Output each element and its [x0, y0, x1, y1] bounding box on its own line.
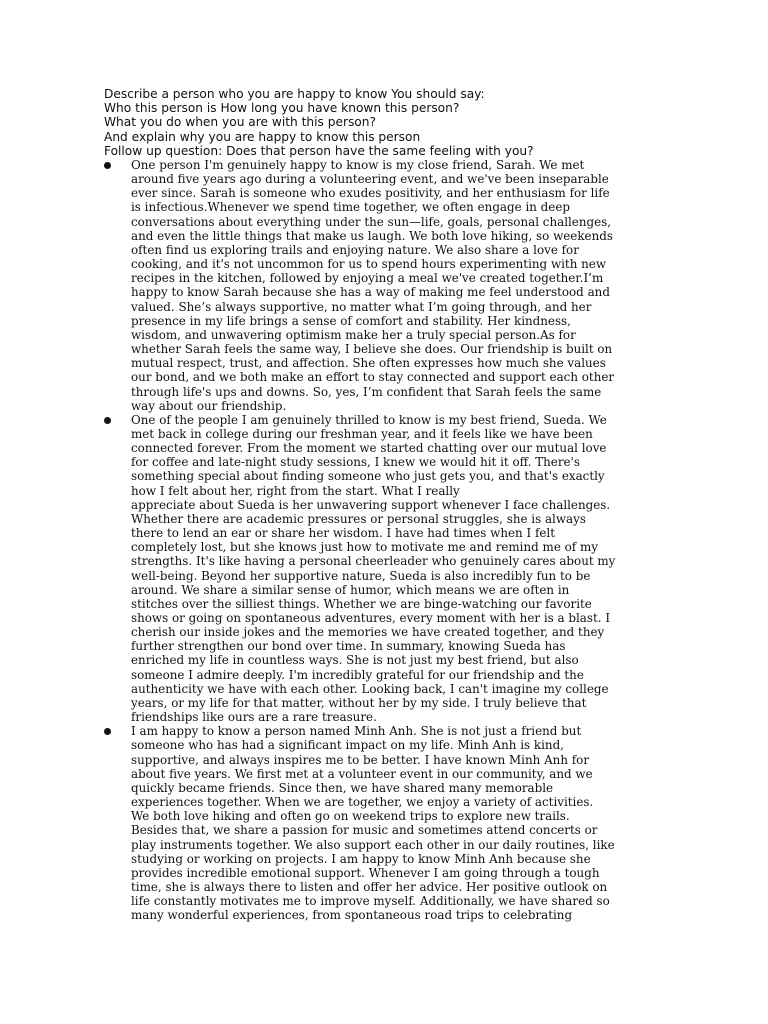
answer-line: around five years ago during a volunteering event, and we've been inseparable [131, 172, 609, 187]
answer-line: further strengthen our bond over time. In summary, knowing Sueda has [131, 639, 566, 654]
answer-line: well-being. Beyond her supportive nature, Sueda is also incredibly fun to be [131, 568, 591, 583]
answer-line: One person I'm genuinely happy to know is my close friend, Sarah. We met [131, 158, 585, 173]
answer-line: met back in college during our freshman year, and it feels like we have been [131, 426, 593, 441]
bullet-icon [104, 417, 111, 424]
answer-line: supportive, and always inspires me to be better. I have known Minh Anh for [131, 752, 590, 767]
answer-line: time, she is always there to listen and offer her advice. Her positive outlook on [131, 879, 608, 894]
answer-line: through life's ups and downs. So, yes, I’m confident that Sarah feels the same [131, 384, 602, 399]
answer-line: around. We share a similar sense of humor, which means we are often in [131, 582, 570, 597]
answer-paragraph [131, 158, 664, 413]
answer-line: there to lend an ear or share her wisdom. I have had times when I felt [131, 526, 555, 541]
answer-line: mutual respect, trust, and affection. She often expresses how much she values [131, 356, 606, 371]
answer-line: One of the people I am genuinely thrilled to know is my best friend, Sueda. We [131, 412, 607, 427]
answer-line: recipes in the kitchen, followed by enjoying a meal we've created together.I’m [131, 271, 604, 286]
answer-line: wisdom, and unwavering optimism make her a truly special person.As for [131, 327, 576, 342]
answer-line: completely lost, but she knows just how to motivate me and remind me of my [131, 540, 598, 555]
answer-line: conversations about everything under the sun—life, goals, personal challenges, [131, 214, 612, 229]
answer-line: whether Sarah feels the same way, I believe she does. Our friendship is built on [131, 342, 613, 357]
answer-line: presence in my life brings a sense of comfort and stability. Her kindness, [131, 313, 571, 328]
answer-paragraph [131, 724, 664, 922]
answer-line: is infectious.Whenever we spend time together, we often engage in deep [131, 200, 570, 215]
answer-line: provides incredible emotional support. Whenever I am going through a tough [131, 865, 600, 880]
answer-item [104, 413, 664, 724]
answer-line: someone who has had a significant impact on my life. Minh Anh is kind, [131, 738, 564, 753]
answer-line: We both love hiking and often go on weekend trips to explore new trails. [131, 809, 570, 824]
answer-line: happy to know Sarah because she has a way of making me feel understood and [131, 285, 610, 300]
question-prompt [104, 87, 664, 158]
prompt-line: Describe a person who you are happy to know You should say: [104, 87, 485, 101]
prompt-line: Follow up question: Does that person have the same feeling with you? [104, 143, 534, 158]
answer-line: our bond, and we both make an effort to stay connected and support each other [131, 370, 615, 385]
answer-line: Besides that, we share a passion for music and sometimes attend concerts or [131, 823, 598, 838]
prompt-line: What you do when you are with this person? [104, 115, 376, 130]
answer-line: and even the little things that make us laugh. We both love hiking, so weekends [131, 228, 613, 243]
answer-line: life constantly motivates me to improve myself. Additionally, we have shared so [131, 894, 610, 909]
answer-line: often find us exploring trails and enjoying nature. We also share a love for [131, 242, 579, 257]
answer-line: how I felt about her, right from the start. What I really [131, 483, 460, 498]
answer-line: way about our friendship. [131, 398, 287, 413]
answer-line: stitches over the silliest things. Whether we are binge-watching our favorite [131, 596, 592, 611]
answer-line: play instruments together. We also support each other in our daily routines, like [131, 837, 615, 852]
answer-line: something special about finding someone who just gets you, and that's exactly [131, 469, 605, 484]
answer-line: about five years. We first met at a volunteer event in our community, and we [131, 766, 593, 781]
answer-line: studying or working on projects. I am happy to know Minh Anh because she [131, 851, 591, 866]
prompt-line: And explain why you are happy to know this person [104, 129, 421, 144]
answer-line: cooking, and it's not uncommon for us to spend hours experimenting with new [131, 257, 607, 272]
bullet-icon [104, 728, 111, 735]
answer-line: cherish our inside jokes and the memories we have created together, and they [131, 625, 605, 640]
bullet-icon [104, 162, 111, 169]
answer-line: many wonderful experiences, from spontaneous road trips to celebrating [131, 908, 573, 923]
answer-line: for coffee and late-night study sessions, I knew we would hit it off. There's [131, 455, 580, 470]
prompt-line: Who this person is How long you have known this person? [104, 101, 460, 116]
answer-line: connected forever. From the moment we started chatting over our mutual love [131, 441, 607, 456]
answer-list [104, 158, 664, 922]
answer-item [104, 724, 664, 922]
answer-line: valued. She’s always supportive, no matter what I’m going through, and her [131, 299, 592, 314]
answer-line: friendships like ours are a rare treasure. [131, 710, 377, 725]
answer-line: I am happy to know a person named Minh Anh. She is not just a friend but [131, 724, 582, 739]
answer-line: years, or my life for that matter, without her by my side. I truly believe that [131, 695, 587, 710]
document-page [104, 87, 664, 922]
answer-line: authenticity we have with each other. Looking back, I can't imagine my college [131, 681, 609, 696]
answer-item [104, 158, 664, 413]
answer-line: ever since. Sarah is someone who exudes positivity, and her enthusiasm for life [131, 186, 610, 201]
answer-line: quickly became friends. Since then, we have shared many memorable [131, 780, 554, 795]
answer-line: strengths. It's like having a personal cheerleader who genuinely cares about my [131, 554, 616, 569]
answer-line: someone I admire deeply. I'm incredibly grateful for our friendship and the [131, 667, 584, 682]
answer-line: enriched my life in countless ways. She is not just my best friend, but also [131, 653, 579, 668]
answer-line: Whether there are academic pressures or personal struggles, she is always [131, 511, 586, 526]
answer-line: appreciate about Sueda is her unwavering support whenever I face challenges. [131, 497, 611, 512]
answer-line: shows or going on spontaneous adventures, every moment with her is a blast. I [131, 611, 611, 626]
answer-line: experiences together. When we are together, we enjoy a variety of activities. [131, 795, 594, 810]
answer-paragraph [131, 413, 664, 724]
